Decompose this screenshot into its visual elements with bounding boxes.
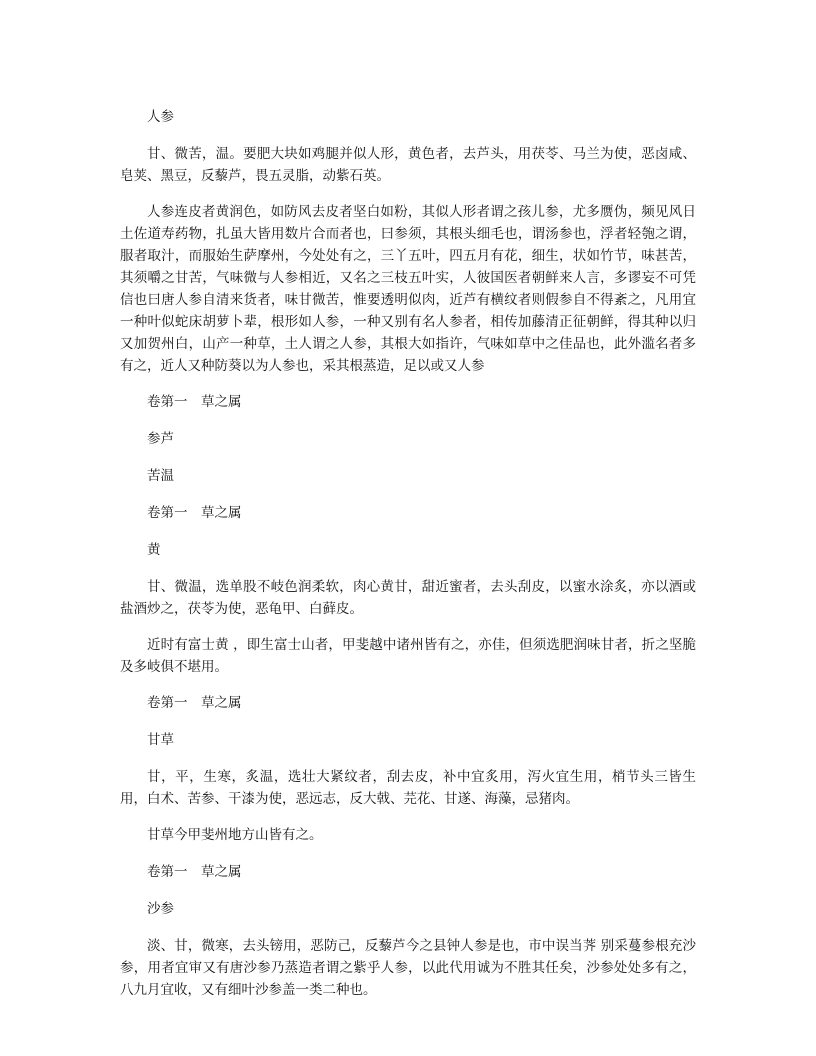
document-page (120, 106, 696, 1015)
section-label: 卷第一 草之属 (147, 505, 242, 521)
paragraph-huang-notes: 近时有富士黄 ，即生富士山者，甲斐越中诸州皆有之，亦佳，但须选肥润味甘者，折之坚脆及多岐俱不堪用。 (120, 637, 696, 675)
heading-huang: 黄 (147, 542, 161, 558)
heading-shenlu: 参芦 (147, 431, 174, 447)
paragraph-gancao-properties: 甘，平，生寒，炙温，选壮大紧纹者，刮去皮，补中宜炙用，泻火宜生用，梢节头三皆生用，白术、苦参、干漆为使，恶远志，反大戟、芫花、甘遂、海藻，忌猪肉。 (120, 769, 696, 807)
heading-gancao: 甘草 (147, 732, 174, 748)
heading-shashen: 沙参 (147, 901, 174, 917)
paragraph-shashen-properties: 淡、甘，微寒，去头镑用，恶防己，反藜芦今之县钟人参是也，市中误当荠 别采蔓参根充沙参，用者宜审又有唐沙参乃蒸造者谓之紫乎人参，以此代用诚为不胜其任矣，沙参处处多有之，八九月宜收，又有细叶沙参盖一类二种也。 (120, 938, 696, 998)
heading-renshen: 人参 (147, 109, 174, 125)
section-label: 卷第一 草之属 (147, 394, 242, 410)
paragraph-renshen-notes: 人参连皮者黄润色，如防风去皮者坚白如粉，其似人形者谓之孩儿参，尤多赝伪，频见风日土佐道寿药物，扎虽大皆用数片合而者也，曰参须，其根头细毛也，谓汤参也，浮者轻匏之谓，服者取汁，而服始生萨摩州，今处处有之，三丫五叶，四五月有花，细生，状如竹节，味甚苦，其须嚼之甘苦，气味微与人参相近，又名之三枝五叶实，人彼国医者朝鲜来人言，多谬妄不可凭信也曰唐人参自清来货者，味甘微苦，惟要透明似肉，近芦有横纹者则假参自不得紊之，凡用宜一种叶似蛇床胡萝卜辈，根形如人参，一种又别有名人参者，相传加藤清正征朝鲜，得其种以归又加贺州白，山产一种草，土人谓之人参，其根大如指许，气味如草中之佳品也，此外滥名者多有之，近人又种防葵以为人参也，采其根蒸造，足以或又人参 (120, 204, 696, 374)
section-label: 卷第一 草之属 (147, 695, 242, 711)
section-label: 卷第一 草之属 (147, 864, 242, 880)
paragraph-gancao-notes: 甘草今甲斐州地方山皆有之。 (147, 827, 323, 843)
paragraph-shenlu-properties: 苦温 (147, 468, 174, 484)
paragraph-renshen-properties: 甘、微苦，温。要肥大块如鸡腿并似人形，黄色者，去芦头，用茯苓、马兰为使，恶卤咸、皂荚、黑豆，反藜芦，畏五灵脂，动紫石英。 (120, 146, 696, 184)
paragraph-huang-properties: 甘、微温，选单股不岐色润柔软，肉心黄甘，甜近蜜者，去头刮皮，以蜜水涂炙，亦以酒或盐酒炒之，茯苓为使，恶龟甲、白藓皮。 (120, 579, 696, 617)
